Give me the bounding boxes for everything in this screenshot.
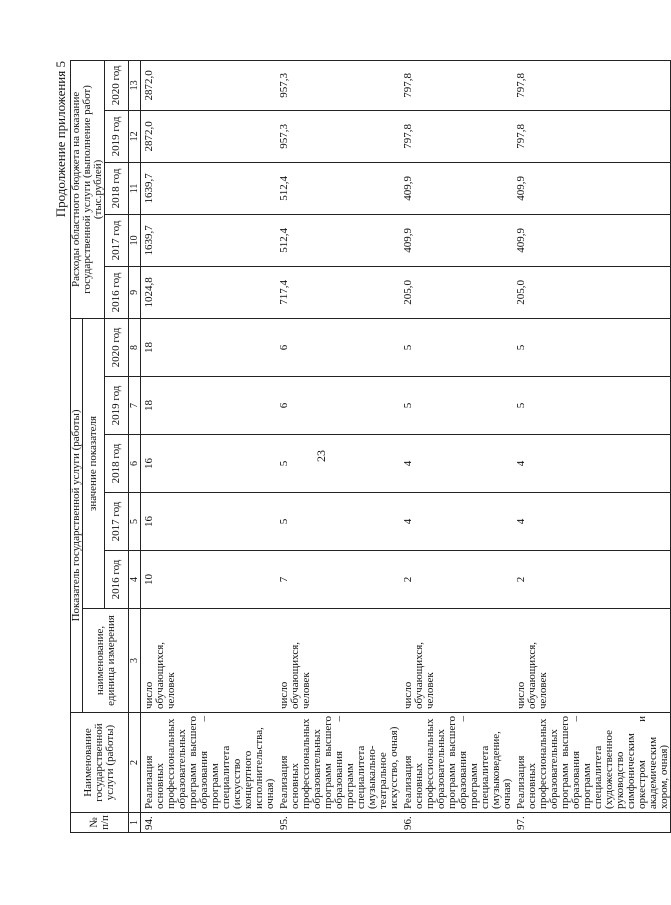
table-row [276, 60, 400, 832]
column-number: 7 [129, 377, 141, 435]
indicator-value: 6 [276, 377, 400, 435]
indicator-unit: число обучающихся, человек [400, 609, 513, 713]
expense-value: 409,9 [400, 214, 513, 266]
header-service-name: Наименование государственной услуги (работы) [71, 713, 129, 813]
indicator-value: 5 [400, 318, 513, 376]
expense-value: 409,9 [513, 214, 671, 266]
expense-value: 797,8 [400, 60, 513, 110]
column-number: 13 [129, 60, 141, 110]
continuation-title: Продолжение приложения 5 [53, 61, 68, 218]
expense-value: 205,0 [513, 266, 671, 318]
appendix-table [70, 60, 671, 833]
column-number: 10 [129, 214, 141, 266]
column-number: 4 [129, 551, 141, 609]
expense-value: 797,8 [513, 60, 671, 110]
expense-value: 717,4 [276, 266, 400, 318]
indicator-value: 4 [513, 493, 671, 551]
expense-value: 957,3 [276, 110, 400, 162]
expense-value: 1639,7 [141, 162, 277, 214]
indicator-value: 18 [141, 318, 277, 376]
service-name: Реализация основных профессиональных образовательных программ высшего образования – программ специалитета (музыкально-театральное искусство, очная) [276, 713, 400, 813]
expense-value: 1024,8 [141, 266, 277, 318]
indicator-value: 4 [513, 435, 671, 493]
header-indicator-value: значение показателя [83, 318, 105, 608]
column-number: 1 [129, 813, 141, 833]
header-year: 2017 год [105, 493, 129, 551]
indicator-unit: число обучающихся, человек [276, 609, 400, 713]
header-expense-group: Расходы областного бюджета на оказание государственной услуги (выполнение работ) (тыс.рублей) [71, 60, 105, 318]
header-indicator-group: Показатель государственной услуги (работы) [71, 318, 83, 712]
indicator-value: 5 [513, 377, 671, 435]
header-year: 2018 год [105, 162, 129, 214]
indicator-value: 5 [400, 377, 513, 435]
expense-value: 409,9 [513, 162, 671, 214]
header-year: 2018 год [105, 435, 129, 493]
page-number: 23 [314, 450, 328, 462]
header-indicator-name-unit: наименование, единица измерения [83, 609, 129, 713]
indicator-value: 4 [400, 435, 513, 493]
column-number: 11 [129, 162, 141, 214]
expense-value: 2872,0 [141, 110, 277, 162]
indicator-unit: число обучающихся, человек [513, 609, 671, 713]
indicator-value: 7 [276, 551, 400, 609]
expense-value: 409,9 [400, 162, 513, 214]
indicator-value: 10 [141, 551, 277, 609]
column-number: 6 [129, 435, 141, 493]
service-name: Реализация основных профессиональных образовательных программ высшего образования – программ специалитета (музыковедение, очная) [400, 713, 513, 813]
expense-value: 512,4 [276, 214, 400, 266]
row-number: 96. [400, 813, 513, 833]
header-no: № п/п [71, 813, 129, 833]
table-row [513, 60, 671, 832]
column-number: 3 [129, 609, 141, 713]
header-year: 2017 год [105, 214, 129, 266]
indicator-unit: число обучающихся, человек [141, 609, 277, 713]
column-number: 8 [129, 318, 141, 376]
header-year: 2020 год [105, 60, 129, 110]
indicator-value: 18 [141, 377, 277, 435]
column-number: 2 [129, 713, 141, 813]
column-number: 5 [129, 493, 141, 551]
expense-value: 512,4 [276, 162, 400, 214]
indicator-value: 16 [141, 493, 277, 551]
header-year: 2019 год [105, 377, 129, 435]
indicator-value: 2 [513, 551, 671, 609]
expense-value: 205,0 [400, 266, 513, 318]
expense-value: 2872,0 [141, 60, 277, 110]
table-row [400, 60, 513, 832]
header-year: 2019 год [105, 110, 129, 162]
indicator-value: 2 [400, 551, 513, 609]
indicator-value: 5 [276, 493, 400, 551]
table-row [141, 60, 277, 832]
expense-value: 797,8 [513, 110, 671, 162]
indicator-value: 4 [400, 493, 513, 551]
indicator-value: 5 [276, 435, 400, 493]
indicator-value: 16 [141, 435, 277, 493]
row-number: 95. [276, 813, 400, 833]
expense-value: 1639,7 [141, 214, 277, 266]
column-number: 12 [129, 110, 141, 162]
column-number: 9 [129, 266, 141, 318]
indicator-value: 6 [276, 318, 400, 376]
expense-value: 797,8 [400, 110, 513, 162]
indicator-value: 5 [513, 318, 671, 376]
service-name: Реализация основных профессиональных образовательных программ высшего образования – программ специалитета (искусство концертного исполнительства, очная) [141, 713, 277, 813]
service-name: Реализация основных профессиональных образовательных программ высшего образования – программ специалитета (художественное руководство симфоническим оркестром и академическим хором, очная) [513, 713, 671, 813]
row-number: 94. [141, 813, 277, 833]
header-year: 2016 год [105, 551, 129, 609]
header-year: 2016 год [105, 266, 129, 318]
header-year: 2020 год [105, 318, 129, 376]
row-number: 97. [513, 813, 671, 833]
expense-value: 957,3 [276, 60, 400, 110]
